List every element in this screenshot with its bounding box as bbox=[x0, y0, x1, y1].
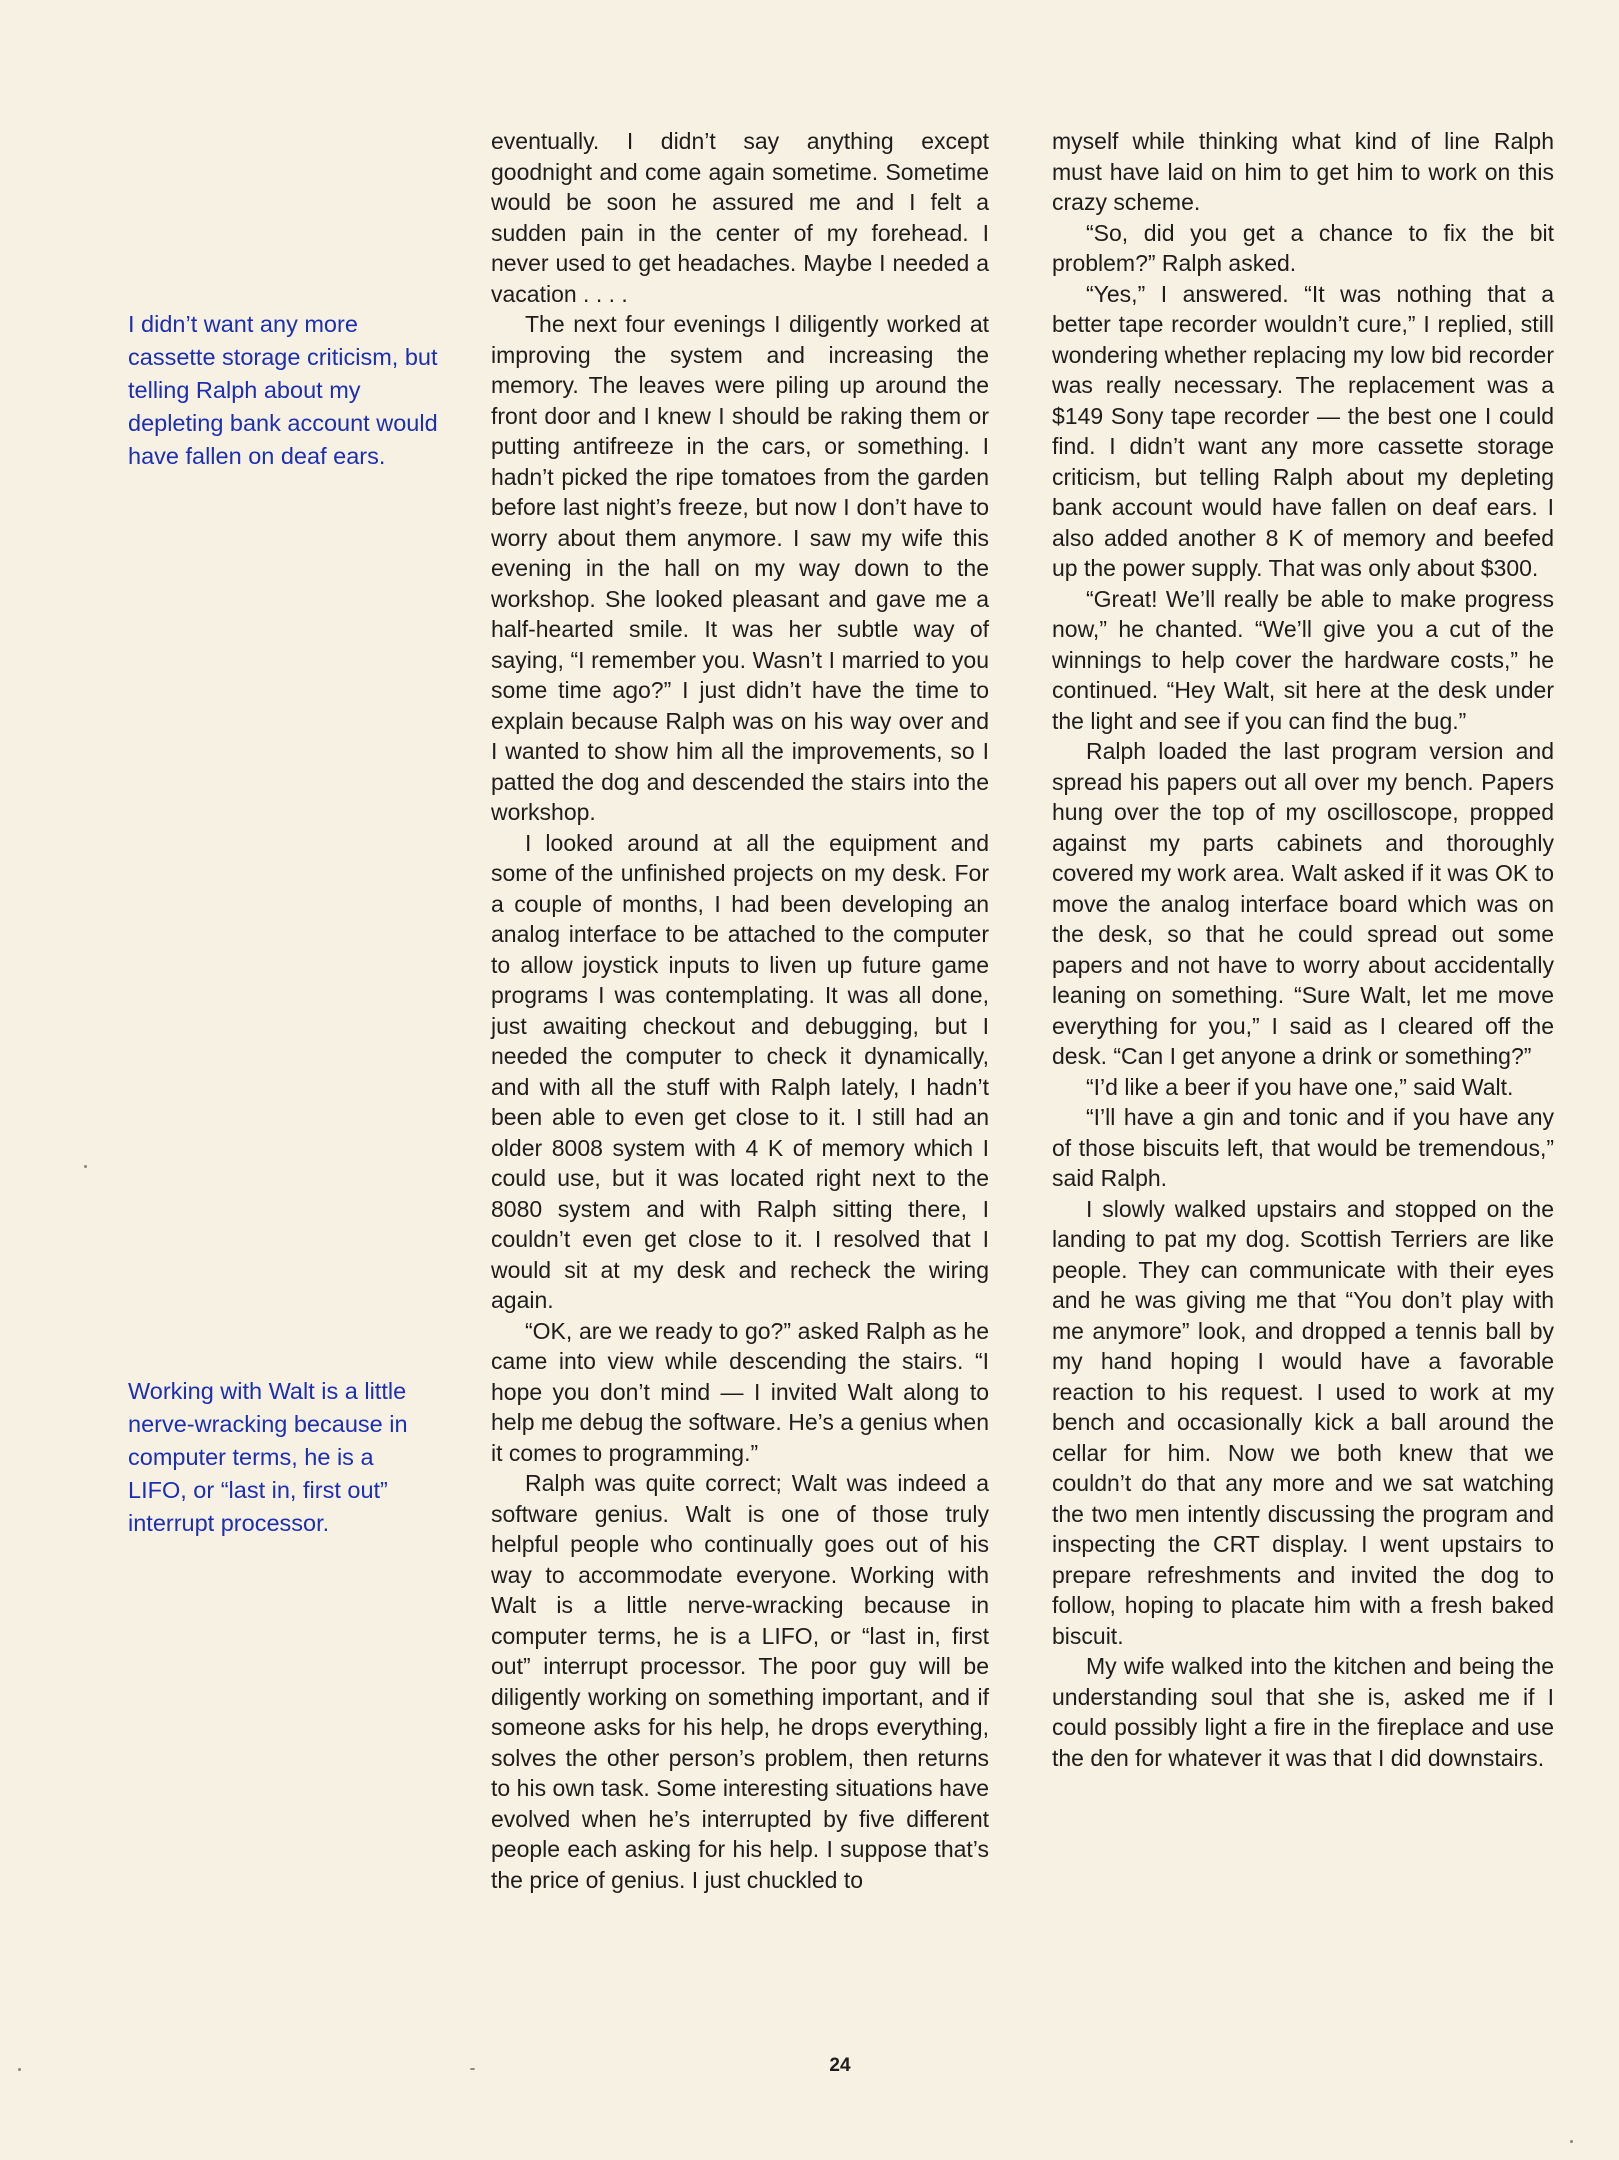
paragraph: “So, did you get a chance to fix the bit problem?” Ralph asked. bbox=[1052, 219, 1554, 276]
paragraph: eventually. I didn’t say anything except goodnight and come again sometime. Sometime would be soon he assured me and I felt a sudden pain in the center of my forehead. I never used to get headaches. Maybe I needed a vacation . . . . bbox=[491, 128, 989, 307]
paragraph: “Great! We’ll really be able to make progress now,” he chanted. “We’ll give you a cut of the winnings to help cover the hardware costs,” he continued. “Hey Walt, sit here at the desk under the light and see if you can find the bug.” bbox=[1052, 585, 1554, 734]
paper-speck bbox=[18, 2068, 21, 2071]
paragraph: “I’d like a beer if you have one,” said Walt. bbox=[1086, 1073, 1514, 1100]
paragraph: My wife walked into the kitchen and being the understanding soul that she is, asked me if I could possibly light a fire in the fireplace and use the den for whatever it was that I did downstairs. bbox=[1052, 1653, 1554, 1771]
paragraph: “Yes,” I answered. “It was nothing that a better tape recorder wouldn’t cure,” I replied, still wondering whether replacing my low bid recorder was really necessary. The replacement was a $149 Sony tape recorder — the best one I could find. I didn’t want any more cassette storage criticism, but telling Ralph about my depleting bank account would have fallen on deaf ears. I also added another 8 K of memory and beefed up the power supply. That was only about $300. bbox=[1052, 280, 1554, 581]
paragraph: I slowly walked upstairs and stopped on the landing to pat my dog. Scottish Terriers are like people. They can communicate with their eyes and he was giving me that “You don’t play with me anymore” look, and dropped a tennis ball by my hand hoping I would have a favorable reaction to his request. I used to work at my bench and occasionally kick a ball around the cellar for him. Now we both knew that we couldn’t do that any more and we sat watching the two men intently discussing the program and inspecting the CRT display. I went upstairs to prepare refreshments and invited the dog to follow, hoping to placate him with a fresh baked biscuit. bbox=[1052, 1195, 1554, 1649]
paragraph: The next four evenings I diligently worked at improving the system and increasing the memory. The leaves were piling up around the front door and I knew I should be raking them or putting antifreeze in the cars, or something. I hadn’t picked the ripe tomatoes from the garden before last night’s freeze, but now I don’t have to worry about them anymore. I saw my wife this evening in the hall on my way down to the workshop. She looked pleasant and gave me a half-hearted smile. It was her subtle way of saying, “I remember you. Wasn’t I married to you some time ago?” I just didn’t have the time to explain because Ralph was on his way over and I wanted to show him all the improvements, so I patted the dog and descended the stairs into the workshop. bbox=[491, 311, 989, 825]
pullquote-2 bbox=[128, 1375, 438, 1540]
paragraph: Ralph was quite correct; Walt was indeed a software genius. Walt is one of those truly helpful people who continually goes out of his way to accommodate everyone. Working with Walt is a little nerve-wracking because in computer terms, he is a LIFO, or “last in, first out” interrupt processor. The poor guy will be diligently working on something important, and if someone asks for his help, he drops everything, solves the other person’s problem, then returns to his own task. Some interesting situations have evolved when he’s interrupted by five different people each asking for his help. I suppose that’s the price of genius. I just chuckled to bbox=[491, 1470, 989, 1893]
article-column-middle bbox=[491, 126, 989, 1895]
pullquote-1 bbox=[128, 308, 438, 473]
pullquote-1-text: I didn’t want any more cassette storage criticism, but telling Ralph about my depleting bank account would have fallen on deaf ears. bbox=[128, 311, 438, 469]
page-number: 24 bbox=[829, 2055, 851, 2076]
paper-speck bbox=[470, 2068, 475, 2070]
paragraph: I looked around at all the equipment and some of the unfinished projects on my desk. For a couple of months, I had been developing an analog interface to be attached to the computer to allow joystick inputs to liven up future game programs I was contemplating. It was all done, just awaiting checkout and debugging, but I needed the computer to check it dynamically, and with all the stuff with Ralph lately, I hadn’t been able to even get close to it. I still had an older 8008 system with 4 K of memory which I could use, but it was located right next to the 8080 system and with Ralph sitting there, I couldn’t even get close to it. I resolved that I would sit at my desk and recheck the wiring again. bbox=[491, 829, 989, 1313]
paragraph: “OK, are we ready to go?” asked Ralph as he came into view while descending the stairs. “I hope you don’t mind — I invited Walt along to help me debug the software. He’s a genius when it comes to programming.” bbox=[491, 1317, 989, 1466]
paragraph: myself while thinking what kind of line Ralph must have laid on him to get him to work on this crazy scheme. bbox=[1052, 128, 1554, 215]
paragraph: Ralph loaded the last program version and spread his papers out all over my bench. Papers hung over the top of my oscilloscope, propped against my parts cabinets and thoroughly covered my work area. Walt asked if it was OK to move the analog interface board which was on the desk, so that he could spread out some papers and not have to worry about accidentally leaning on something. “Sure Walt, let me move everything for you,” I said as I cleared off the desk. “Can I get anyone a drink or something?” bbox=[1052, 738, 1554, 1069]
paragraph: “I’ll have a gin and tonic and if you have any of those biscuits left, that would be tremendous,” said Ralph. bbox=[1052, 1104, 1554, 1191]
paper-speck bbox=[84, 1165, 87, 1168]
article-column-right bbox=[1052, 126, 1554, 1773]
pullquote-2-text: Working with Walt is a little nerve-wracking because in computer terms, he is a LIFO, or “last in, first out” interrupt processor. bbox=[128, 1378, 408, 1536]
paper-speck bbox=[1570, 2140, 1573, 2143]
